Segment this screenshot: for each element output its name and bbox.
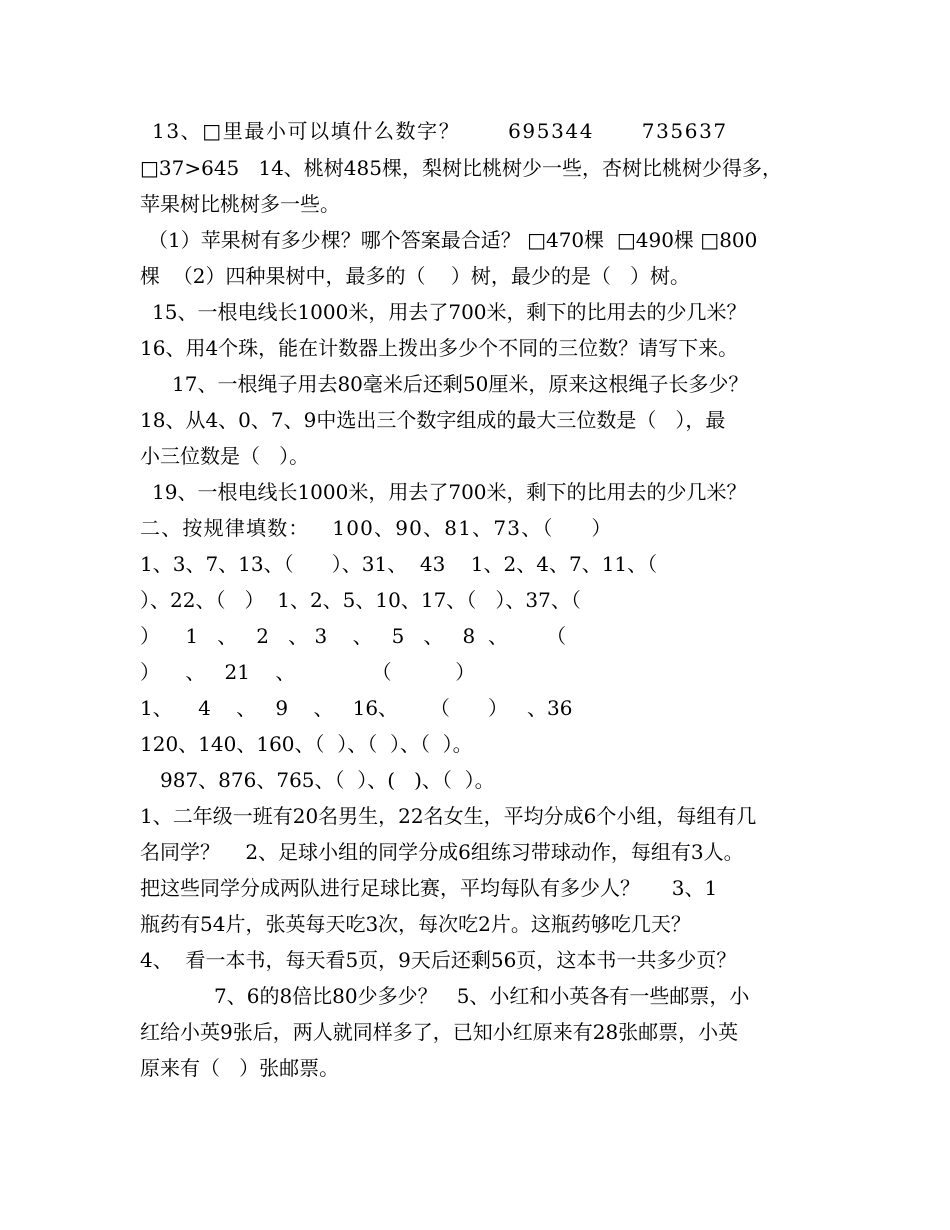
text-line-q19: 19、一根电线长1000米，用去了700米，剩下的比用去的少几米？ bbox=[152, 480, 747, 504]
text-line-q18-cont: 小三位数是（ ）。 bbox=[140, 444, 310, 468]
text-line-seq-6: 120、140、160、（ ）、（ ）、（ ）。 bbox=[140, 732, 473, 756]
text-line-seq-5: 1、 4 、 9 、 16、 （ ） 、36 bbox=[140, 696, 573, 720]
text-line-q14-part2: 棵 （2）四种果树中，最多的（ ）树，最少的是（ ）树。 bbox=[140, 264, 690, 288]
text-line-problem-2-cont: 把这些同学分成两队进行足球比赛，平均每队有多少人？ 3、1 bbox=[140, 876, 718, 900]
text-line-q13: 13、□里最小可以填什么数字？ 695344 735637 bbox=[152, 119, 728, 143]
text-line-problem-5-cont: 原来有（ ）张邮票。 bbox=[140, 1056, 340, 1080]
text-line-q14-cont: 苹果树比桃树多一些。 bbox=[140, 192, 340, 216]
text-line-q14: □37>645 14、桃树485棵，梨树比桃树少一些，杏树比桃树少得多， bbox=[140, 156, 782, 180]
text-line-q18: 18、从4、0、7、9中选出三个数字组成的最大三位数是（ ），最 bbox=[140, 408, 726, 432]
text-line-seq-3: ） 1 、 2 、 3 、 5 、 8 、 （ bbox=[140, 624, 567, 648]
text-line-problem-1: 1、二年级一班有20名男生，22名女生，平均分成6个小组，每组有几 bbox=[140, 804, 757, 828]
text-line-problem-3: 瓶药有54片，张英每天吃3次，每次吃2片。这瓶药够吃几天？ bbox=[140, 912, 691, 936]
text-line-seq-7: 987、876、765、（ ）、( )、（ ）。 bbox=[160, 768, 495, 792]
text-line-q16: 16、用4个珠，能在计数器上拨出多少个不同的三位数？请写下来。 bbox=[140, 336, 739, 360]
text-line-q15: 15、一根电线长1000米，用去了700米，剩下的比用去的少几米？ bbox=[152, 300, 747, 324]
text-line-q14-part1: （1）苹果树有多少棵？哪个答案最合适？ □470棵 □490棵 □800 bbox=[148, 228, 758, 252]
text-line-seq-2: ）、22、（ ） 1、2、5、10、17、（ ）、37、（ bbox=[140, 588, 581, 612]
text-line-problem-4-cont: 7、6的8倍比80少多少？ 5、小红和小英各有一些邮票，小 bbox=[214, 984, 750, 1008]
text-line-q17: 17、一根绳子用去80毫米后还剩50厘米，原来这根绳子长多少？ bbox=[172, 372, 749, 396]
text-line-problem-2: 名同学？ 2、足球小组的同学分成6组练习带球动作，每组有3人。 bbox=[140, 840, 744, 864]
text-line-problem-4: 4、 看一本书，每天看5页，9天后还剩56页，这本书一共多少页？ bbox=[140, 948, 737, 972]
text-line-problem-5: 红给小英9张后，两人就同样多了，已知小红原来有28张邮票，小英 bbox=[140, 1020, 739, 1044]
text-line-seq-4: ） 、 21 、 （ ） bbox=[140, 660, 476, 684]
section-heading-sequences: 二、按规律填数： 100、90、81、73、（ ） bbox=[140, 516, 613, 540]
text-line-seq-1: 1、3、7、13、（ ）、31、 43 1、2、4、7、11、（ bbox=[140, 552, 658, 576]
